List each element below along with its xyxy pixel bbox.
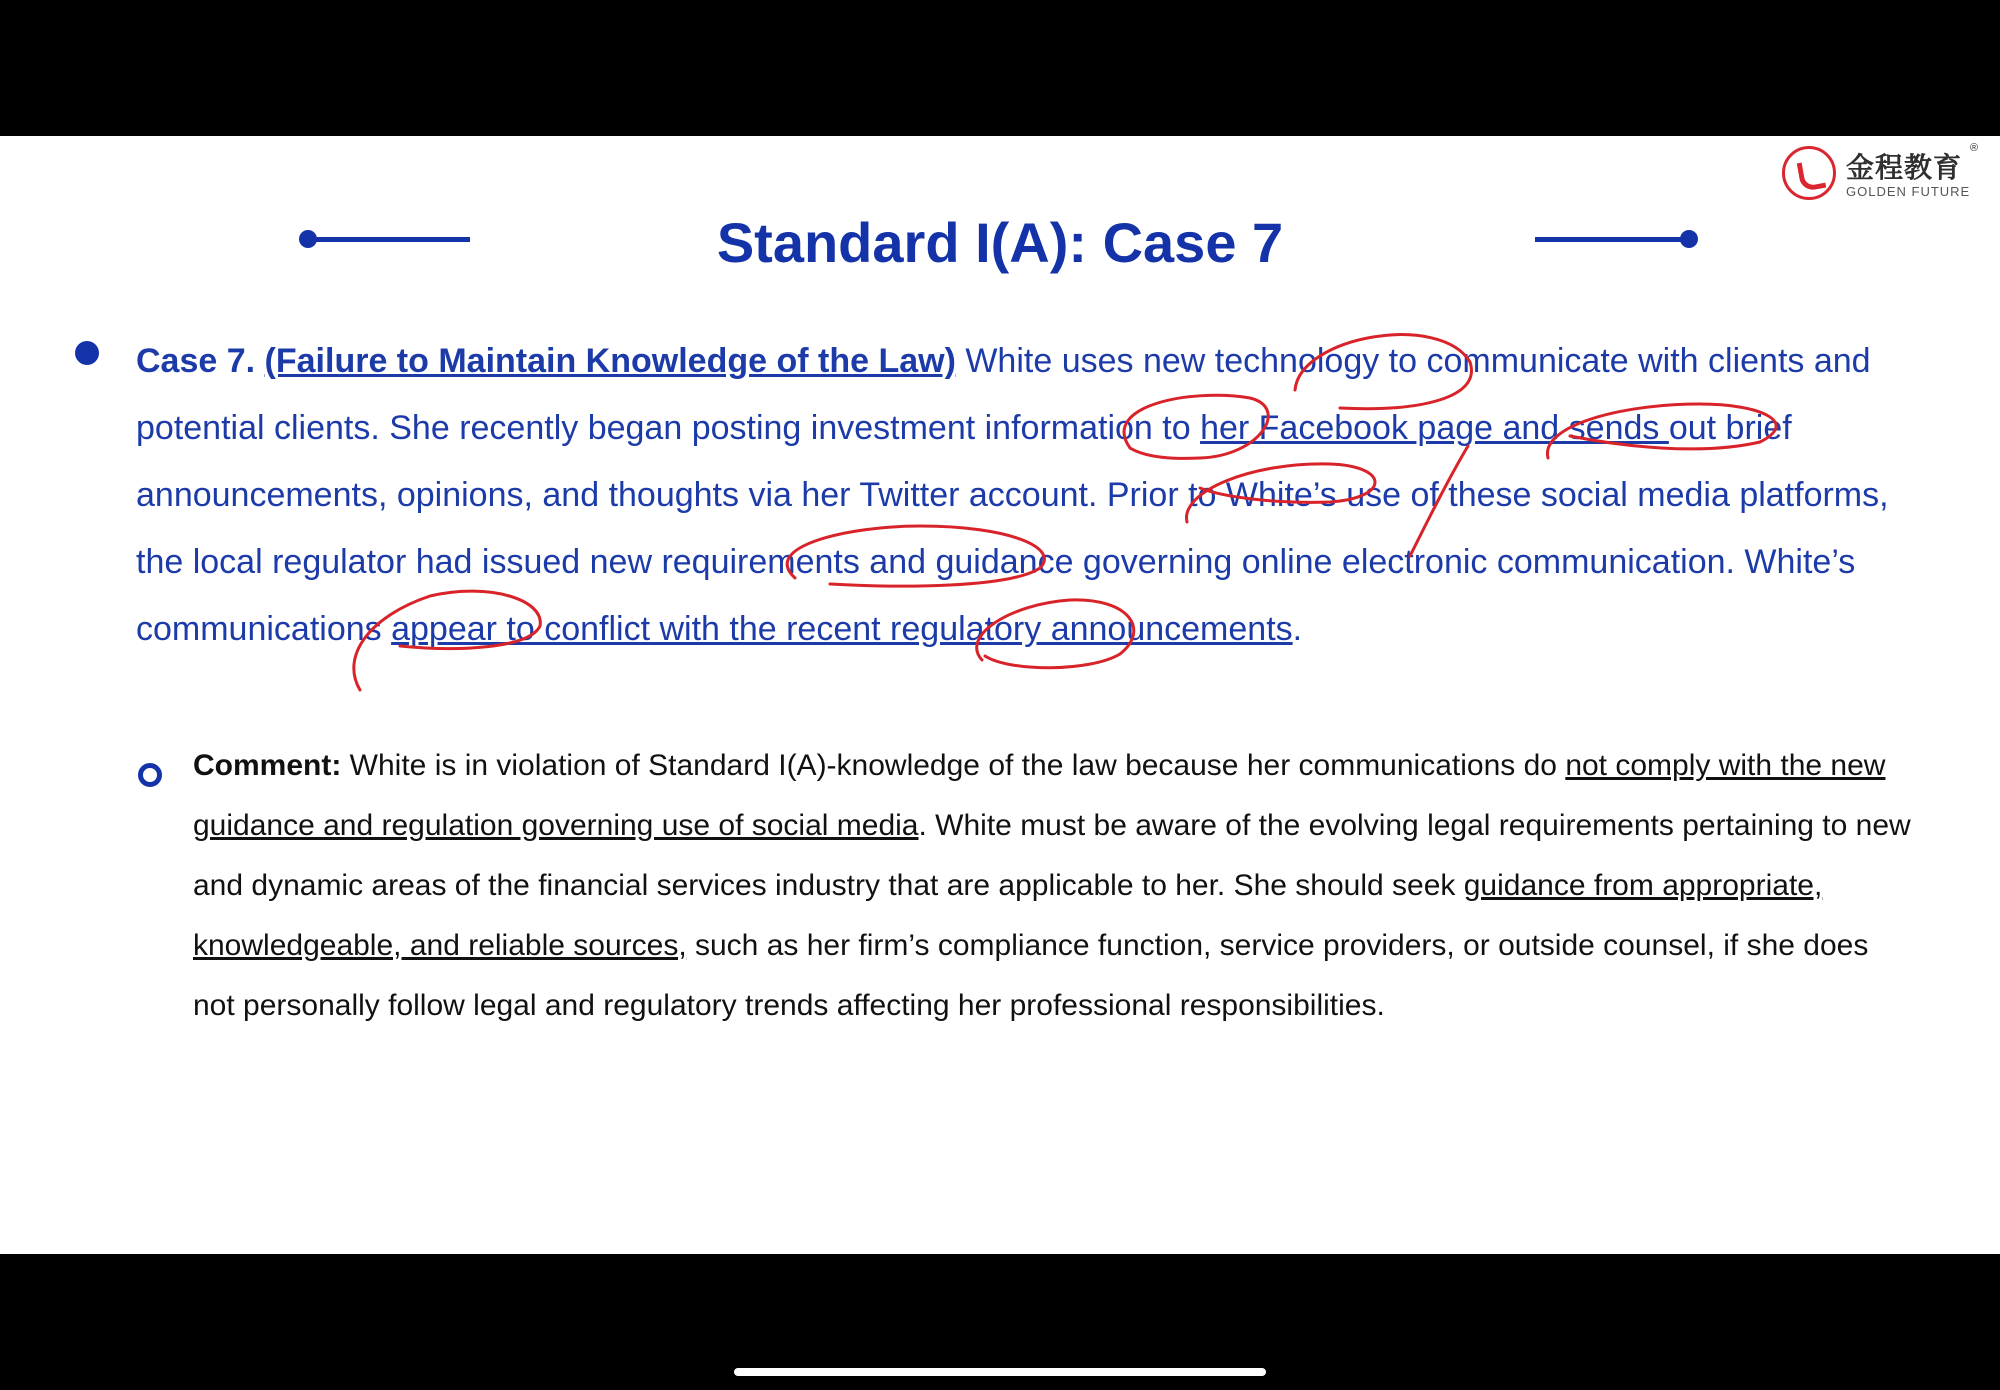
slide-title: Standard I(A): Case 7 xyxy=(716,211,1284,274)
case-label: Case 7. xyxy=(136,342,256,380)
handwritten-annotations xyxy=(0,136,2000,1254)
home-indicator[interactable] xyxy=(734,1368,1266,1376)
comment-bullet-icon xyxy=(138,763,162,787)
case-text-3: . xyxy=(1292,610,1303,648)
comment-paragraph xyxy=(193,736,1913,1036)
case-underline-2: appear to conflict with the recent regulatory announcements xyxy=(391,610,1293,648)
logo-registered-mark: ® xyxy=(1970,142,1979,154)
golden-future-logo xyxy=(1782,142,1982,206)
case-text-2: out brief announcements, opinions, and thoughts via her Twitter account. Prior to White’s use of these social media platforms, the local regulator had issued new requirements and guidance governing online electronic communication. White’s communications xyxy=(136,409,1889,648)
case-bullet-icon xyxy=(75,341,99,365)
comment-underline-1: not comply with the new guidance and regulation governing use of social media xyxy=(193,749,1886,842)
comment-text-1: White is in violation of Standard I(A)-knowledge of the law because her communications do xyxy=(341,749,1566,782)
case-paragraph xyxy=(136,328,1936,663)
case-title: (Failure to Maintain Knowledge of the Law) xyxy=(264,342,956,380)
title-rule-right-dot xyxy=(1680,230,1698,248)
logo-english-text: GOLDEN FUTURE xyxy=(1846,184,1971,199)
comment-underline-2: guidance from appropriate, knowledgeable, and reliable sources, xyxy=(193,869,1823,962)
comment-label: Comment: xyxy=(193,749,342,782)
logo-chinese-text: 金程教育 xyxy=(1846,151,1963,184)
logo-emblem-icon xyxy=(1782,146,1836,200)
title-rule-right xyxy=(1535,237,1697,242)
comment-text-3: such as her firm’s compliance function, service providers, or outside counsel, if she does not personally follow legal and regulatory trends affecting her professional responsibilities. xyxy=(193,929,1869,1022)
case-underline-1: her Facebook page and sends xyxy=(1200,409,1669,447)
slide xyxy=(0,136,2000,1254)
case-text-1: White uses new technology to communicate with clients and potential clients. She recently began posting investment information to xyxy=(136,342,1871,447)
comment-text-2: . White must be aware of the evolving legal requirements pertaining to new and dynamic areas of the financial services industry that are applicable to her. She should seek xyxy=(193,809,1911,902)
